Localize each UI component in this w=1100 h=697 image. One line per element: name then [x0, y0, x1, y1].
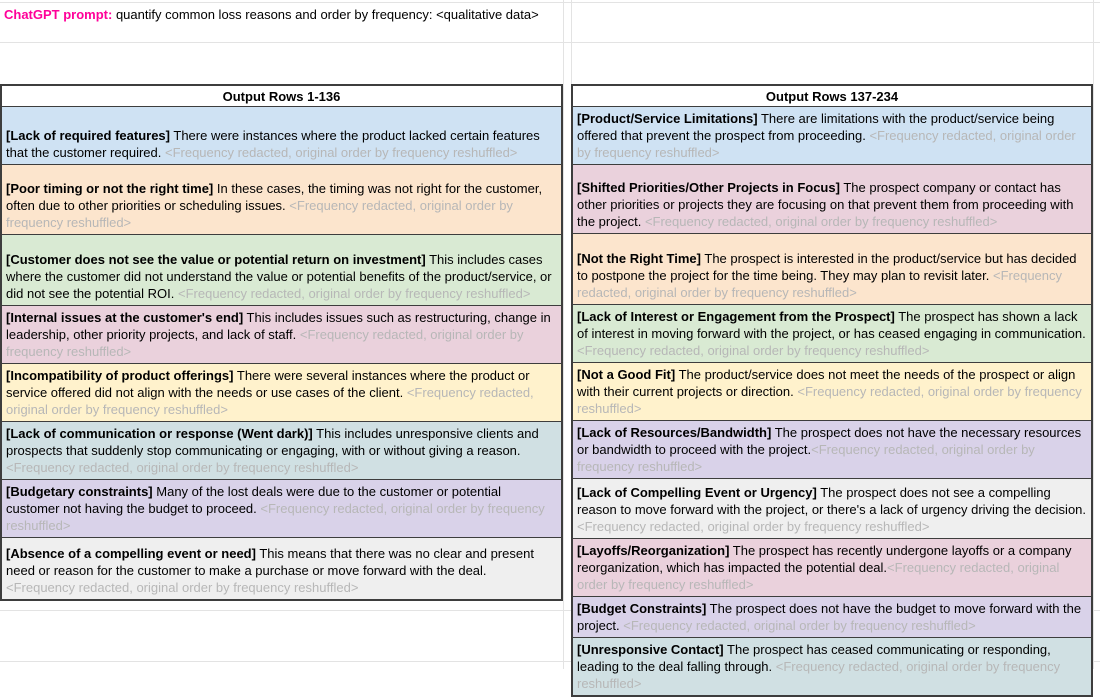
- loss-reason-description: The prospect does not see a compelling reason to move forward with the project, or there's a lack of urgency driving the decision.: [577, 485, 1087, 517]
- output-table-rows-137-234: [571, 84, 1093, 697]
- loss-reason-title: [Customer does not see the value or potential return on investment]: [6, 252, 426, 267]
- loss-reason-cell[interactable]: [573, 233, 1091, 304]
- loss-reason-title: [Budgetary constraints]: [6, 484, 153, 499]
- loss-reason-title: [Budget Constraints]: [577, 601, 707, 616]
- loss-reason-title: [Lack of communication or response (Went dark)]: [6, 426, 313, 441]
- frequency-note: <Frequency redacted, original order by frequency reshuffled>: [577, 519, 930, 534]
- loss-reason-cell[interactable]: [2, 363, 561, 421]
- frequency-note: <Frequency redacted, original order by frequency reshuffled>: [577, 343, 930, 358]
- table-header[interactable]: Output Rows 1-136: [2, 86, 561, 106]
- loss-reason-description: The prospect does not have the necessary resources or bandwidth to proceed with the project.: [577, 425, 1082, 457]
- frequency-note: <Frequency redacted, original order by frequency reshuffled>: [6, 327, 524, 359]
- loss-reason-title: [Lack of Interest or Engagement from the Prospect]: [577, 309, 895, 324]
- frequency-note: <Frequency redacted, original order by frequency reshuffled>: [577, 384, 1082, 416]
- loss-reason-cell[interactable]: [2, 479, 561, 537]
- loss-reason-cell[interactable]: [573, 106, 1091, 164]
- loss-reason-cell[interactable]: [2, 164, 561, 234]
- loss-reason-description: In these cases, the timing was not right for the customer, often due to other priorities or scheduling issues.: [6, 181, 543, 213]
- table-header[interactable]: Output Rows 137-234: [573, 86, 1091, 106]
- loss-reason-cell[interactable]: [573, 538, 1091, 596]
- frequency-note: <Frequency redacted, original order by frequency reshuffled>: [577, 659, 1061, 691]
- loss-reason-description: The prospect has recently undergone layoffs or a company reorganization, which has impacted the potential deal.: [577, 543, 1072, 575]
- loss-reason-title: [Poor timing or not the right time]: [6, 181, 214, 196]
- loss-reason-title: [Internal issues at the customer's end]: [6, 310, 244, 325]
- loss-reason-description: The prospect has shown a lack of interest in moving forward with the project, or has ceased engaging in communication.: [577, 309, 1086, 341]
- loss-reason-title: [Absence of a compelling event or need]: [6, 546, 256, 561]
- frequency-note: <Frequency redacted, original order by frequency reshuffled>: [577, 128, 1076, 160]
- sheet-gridline: [0, 42, 1100, 43]
- loss-reason-description: Many of the lost deals were due to the customer or potential customer not having the budget to proceed.: [6, 484, 501, 516]
- loss-reason-cell[interactable]: [2, 106, 561, 164]
- loss-reason-title: [Product/Service Limitations]: [577, 111, 758, 126]
- sheet-gridline: [0, 2, 1100, 3]
- frequency-note: <Frequency redacted, original order by frequency reshuffled>: [6, 460, 359, 475]
- frequency-note: <Frequency redacted, original order by frequency reshuffled>: [641, 214, 998, 229]
- loss-reason-cell[interactable]: [2, 537, 561, 599]
- loss-reason-title: [Lack of required features]: [6, 128, 170, 143]
- loss-reason-description: This includes issues such as restructuring, change in leadership, other priority projects, and lack of staff.: [6, 310, 551, 342]
- sheet-gridline: [563, 0, 564, 669]
- sheet-gridline: [1093, 0, 1094, 669]
- loss-reason-cell[interactable]: [573, 478, 1091, 538]
- loss-reason-description: The prospect is interested in the product/service but has decided to postpone the project for the time being. They may plan to revisit later.: [577, 251, 1077, 283]
- loss-reason-description: The product/service does not meet the needs of the prospect or align with their current projects or direction.: [577, 367, 1076, 399]
- frequency-note: <Frequency redacted, original order by frequency reshuffled>: [161, 145, 518, 160]
- loss-reason-cell[interactable]: [573, 164, 1091, 233]
- prompt-text: quantify common loss reasons and order by frequency: <qualitative data>: [115, 7, 539, 22]
- frequency-note: <Frequency redacted, original order by frequency reshuffled>: [6, 198, 513, 230]
- loss-reason-description: The prospect has ceased communicating or responding, leading to the deal falling through.: [577, 642, 1051, 674]
- chatgpt-prompt-cell[interactable]: [4, 6, 554, 23]
- loss-reason-title: [Incompatibility of product offerings]: [6, 368, 234, 383]
- loss-reason-description: There were instances where the product lacked certain features that the customer required.: [6, 128, 540, 160]
- loss-reason-title: [Unresponsive Contact]: [577, 642, 724, 657]
- frequency-note: <Frequency redacted, original order by frequency reshuffled>: [174, 286, 531, 301]
- loss-reason-cell[interactable]: [2, 305, 561, 363]
- loss-reason-description: This includes unresponsive clients and prospects that suddenly stop communicating or engaging, with or without giving a reason.: [6, 426, 539, 458]
- loss-reason-description: There were several instances where the product or service offered did not align with the needs or use cases of the client.: [6, 368, 530, 400]
- loss-reason-cell[interactable]: [573, 596, 1091, 637]
- frequency-note: <Frequency redacted, original order by frequency reshuffled>: [577, 442, 1035, 474]
- loss-reason-description: There are limitations with the product/service being offered that prevent the prospect from proceeding.: [577, 111, 1055, 143]
- frequency-note: <Frequency redacted, original order by frequency reshuffled>: [577, 560, 1060, 592]
- loss-reason-description: The prospect does not have the budget to move forward with the project.: [577, 601, 1082, 633]
- frequency-note: <Frequency redacted, original order by frequency reshuffled>: [6, 385, 534, 417]
- loss-reason-cell[interactable]: [573, 637, 1091, 695]
- loss-reason-title: [Lack of Resources/Bandwidth]: [577, 425, 772, 440]
- loss-reason-cell[interactable]: [2, 234, 561, 305]
- loss-reason-cell[interactable]: [573, 362, 1091, 420]
- frequency-note: <Frequency redacted, original order by frequency reshuffled>: [577, 268, 1063, 300]
- loss-reason-cell[interactable]: [573, 420, 1091, 478]
- frequency-note: <Frequency redacted, original order by frequency reshuffled>: [619, 618, 976, 633]
- prompt-label: ChatGPT prompt:: [4, 7, 113, 22]
- loss-reason-cell[interactable]: [573, 304, 1091, 362]
- loss-reason-description: This includes cases where the customer did not understand the value or potential benefits of the product/service, or did not see the potential ROI.: [6, 252, 552, 301]
- loss-reason-description: The prospect company or contact has other priorities or projects they are focusing on that prevent them from proceeding with the project.: [577, 180, 1074, 229]
- loss-reason-title: [Shifted Priorities/Other Projects in Focus]: [577, 180, 840, 195]
- loss-reason-description: This means that there was no clear and present need or reason for the customer to make a purchase or move forward with the deal.: [6, 546, 534, 578]
- loss-reason-title: [Layoffs/Reorganization]: [577, 543, 730, 558]
- loss-reason-title: [Not the Right Time]: [577, 251, 701, 266]
- frequency-note: <Frequency redacted, original order by frequency reshuffled>: [6, 501, 545, 533]
- loss-reason-cell[interactable]: [2, 421, 561, 479]
- loss-reason-title: [Lack of Compelling Event or Urgency]: [577, 485, 817, 500]
- output-table-rows-1-136: [0, 84, 563, 601]
- frequency-note: <Frequency redacted, original order by frequency reshuffled>: [6, 580, 359, 595]
- loss-reason-title: [Not a Good Fit]: [577, 367, 676, 382]
